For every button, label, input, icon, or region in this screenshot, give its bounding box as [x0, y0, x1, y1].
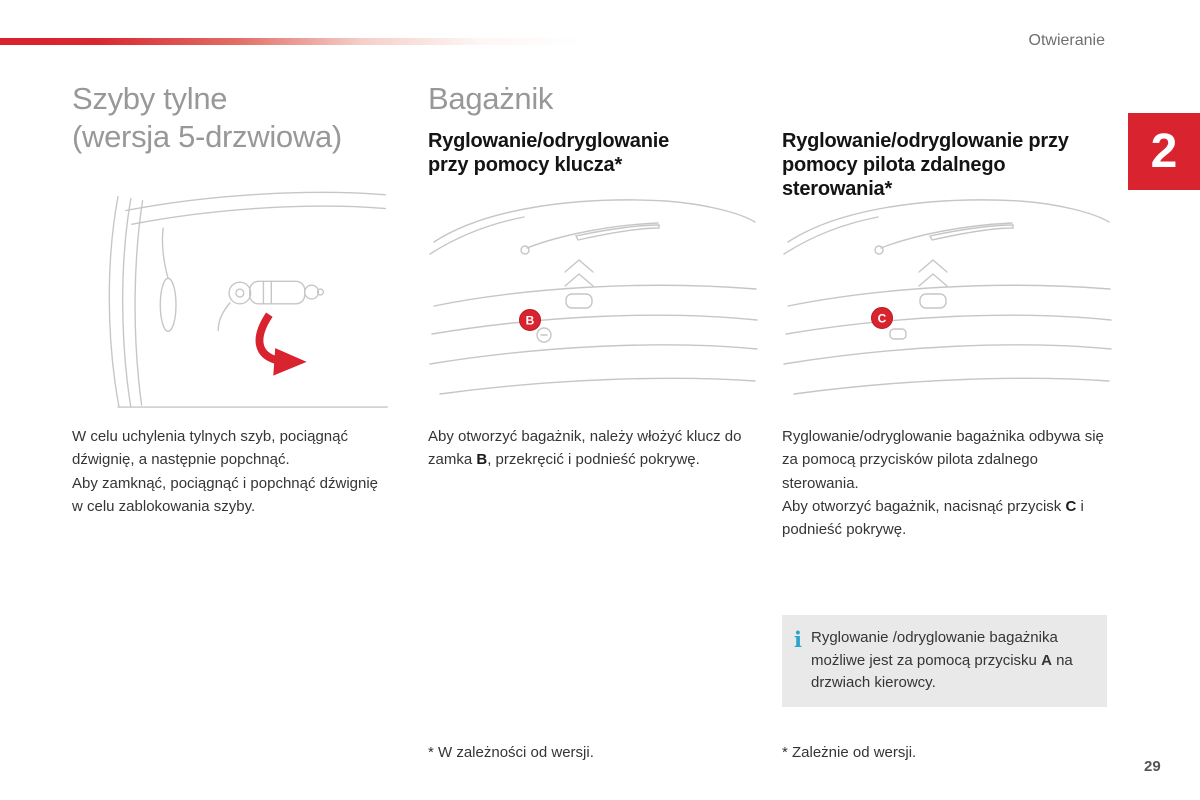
key-letter-a: A: [1041, 651, 1052, 669]
trunk-remote-figure: [782, 188, 1112, 403]
latch-drawing-icon: [72, 183, 392, 409]
badge-c-letter: C: [877, 311, 887, 326]
paragraph: Aby otworzyć bagażnik, należy włożyć klucz do zamka B, przekręcić i podnieść pokrywę.: [428, 428, 742, 469]
subtitle-key-locking: Ryglowanie/odryglowanie przy pomocy klucza*: [428, 130, 669, 176]
badge-c: [872, 308, 893, 329]
paragraph: Aby zamknąć, pociągnąć i popchnąć dźwignię w celu zablokowania szyby.: [72, 474, 379, 515]
rear-window-latch-figure: [72, 183, 392, 409]
paragraph: Ryglowanie/odryglowanie bagażnika odbywa się za pomocą przycisków pilota zdalnego sterowania.: [782, 428, 1104, 492]
subtitle-remote-locking: Ryglowanie/odryglowanie przy pomocy pilota zdalnego sterowania*: [782, 130, 1069, 200]
paragraph: W celu uchylenia tylnych szyb, pociągnąć dźwignię, a następnie popchnąć.: [72, 428, 348, 469]
car-rear-drawing-icon: [428, 188, 758, 403]
trunk-key-body: [428, 425, 758, 472]
paragraph: Aby otworzyć bagażnik, nacisnąć przycisk C i podnieść pokrywę.: [782, 497, 1084, 538]
column-title-trunk: Bagażnik: [428, 81, 554, 116]
info-icon: i: [794, 627, 802, 652]
key-letter-b: B: [476, 451, 488, 469]
column-title-rear-windows: Szyby tylne (wersja 5-drzwiowa): [72, 81, 342, 154]
footnote-key: * W zależności od wersji.: [428, 744, 594, 761]
badge-b: [520, 310, 541, 331]
info-box: [782, 615, 1107, 707]
footnote-remote: * Zależnie od wersji.: [782, 744, 917, 761]
chapter-number: 2: [1150, 125, 1178, 178]
section-label: Otwieranie: [1028, 32, 1105, 49]
key-letter-c: C: [1065, 497, 1077, 515]
trunk-remote-body: [782, 425, 1107, 541]
red-rotate-arrow-icon: [259, 315, 306, 376]
car-rear-drawing-icon: [782, 188, 1112, 403]
page-number: 29: [1144, 758, 1161, 775]
header-accent-rule: [0, 38, 585, 45]
chapter-tab: [1128, 113, 1200, 190]
info-text: Ryglowanie /odryglowanie bagażnika możliwe jest za pomocą przycisku A na drzwiach kierowcy.: [810, 629, 1073, 691]
trunk-key-figure: [428, 188, 758, 403]
rear-windows-body: [72, 425, 392, 518]
badge-b-letter: B: [525, 313, 535, 328]
